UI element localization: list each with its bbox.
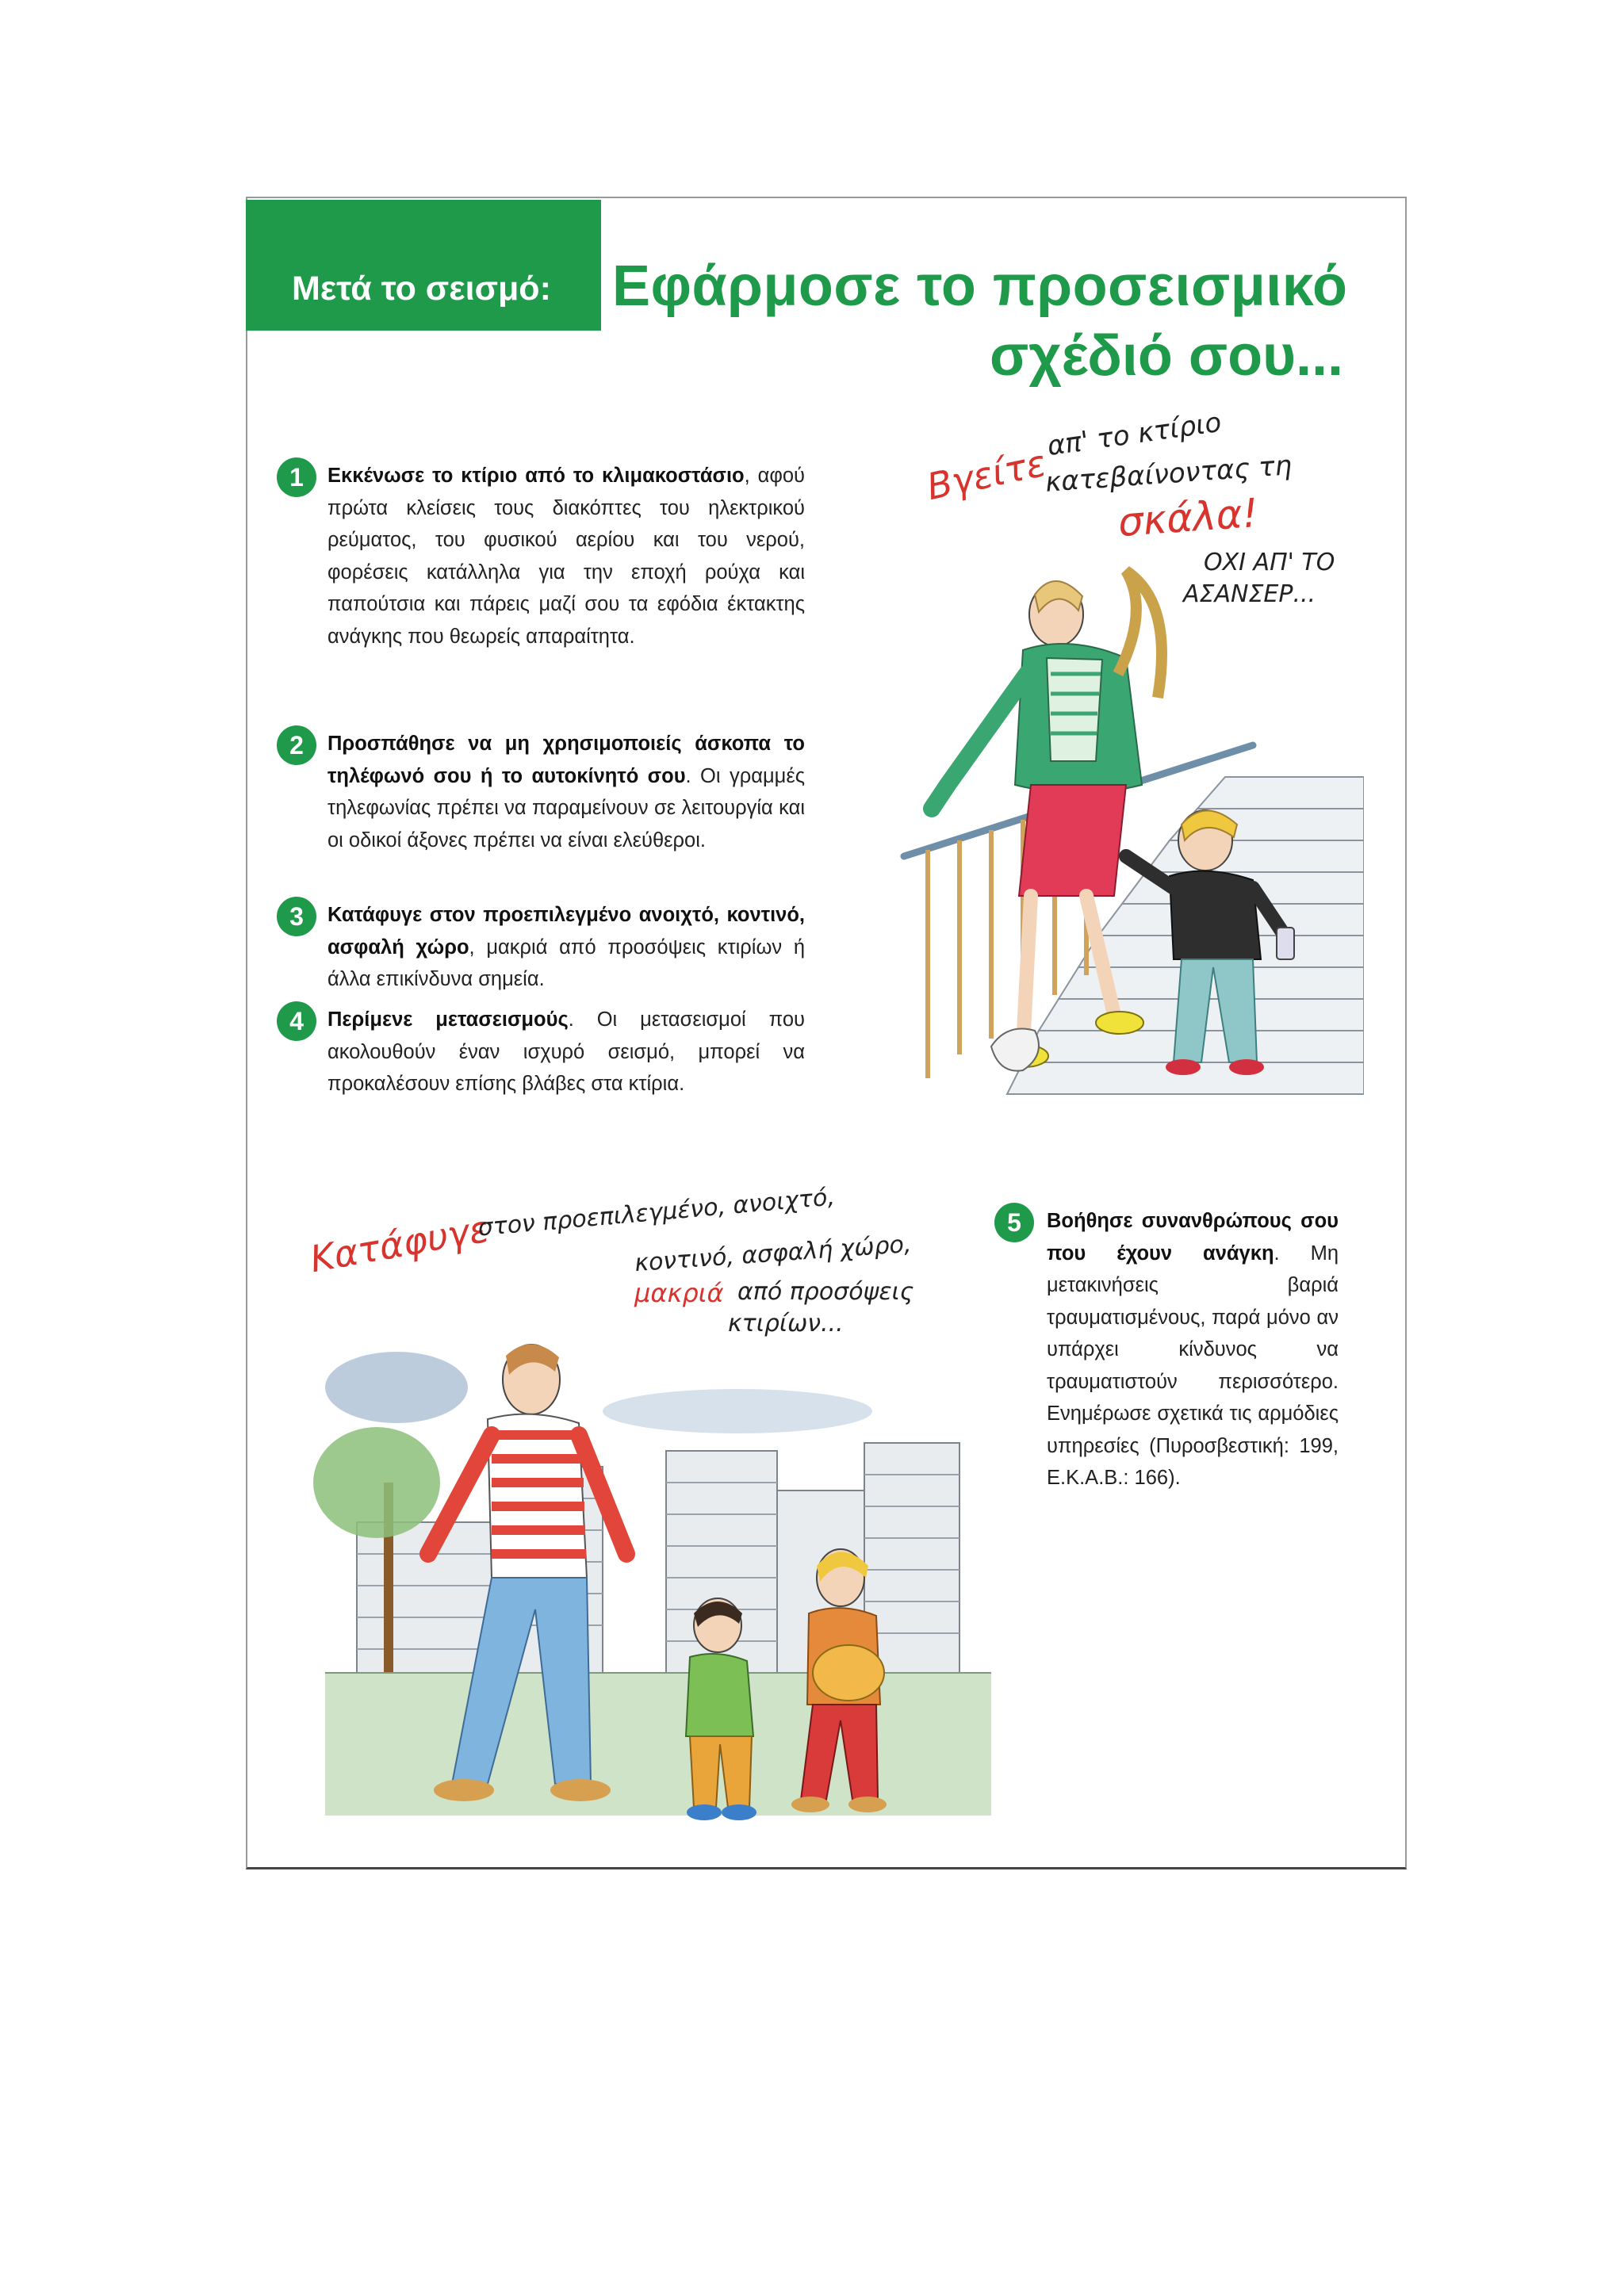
stairs-caption-black-4: ΑΣΑΝΣΕΡ... (1183, 580, 1316, 608)
step-3-heading: Κατάφυγε στον προεπιλεγμένο ανοιχτό, κοντινό, ασφαλή χώρο (327, 904, 805, 959)
step-5-description: . Μη μετακινήσεις βαριά τραυματισμένους, παρά μόνο αν υπάρχει κίνδυνος να τραυματιστούν περισσότερο. Ενημέρωσε σχετικά τις αρμόδιες υπηρεσίες (Πυροσβεστική: 199, Ε.Κ.Α.Β.: 166). (1047, 1242, 1339, 1489)
street-caption-red-1: Κατάφυγε (307, 1207, 492, 1281)
step-4-number-badge: 4 (277, 1001, 316, 1041)
step-5-text (1047, 1205, 1339, 1494)
step-1-heading: Εκκένωσε το κτίριο από το κλιμακοστάσιο (327, 465, 745, 487)
step-3-number-badge: 3 (277, 897, 316, 936)
street-illustration (293, 1181, 991, 1831)
stairs-caption-black-2: κατεβαίνοντας τη (1044, 450, 1293, 499)
step-5-number-badge: 5 (994, 1203, 1034, 1242)
step-3-text (327, 899, 805, 996)
stairs-caption-red-2: σκάλα! (1116, 489, 1260, 546)
street-drawing (293, 1181, 991, 1831)
stairs-drawing (888, 412, 1364, 1110)
stairs-illustration (888, 406, 1364, 1110)
stairs-caption-black-3: ΟΧΙ ΑΠ' ΤΟ (1204, 549, 1335, 576)
step-3-description: , μακριά από προσόψεις κτιρίων ή άλλα επικίνδυνα σημεία. (327, 936, 805, 990)
stairs-caption-black-1: απ' το κτίριο (1045, 406, 1224, 463)
page-title-line-2: σχέδιό σου... (990, 324, 1343, 388)
step-2-number-badge: 2 (277, 725, 316, 765)
step-4-text (327, 1004, 805, 1100)
street-caption-black-2: κοντινό, ασφαλή χώρο, (634, 1230, 913, 1278)
stairs-caption-red-1: Βγείτε (923, 441, 1050, 509)
header-badge-text: Μετά το σεισμό: (292, 270, 551, 308)
step-5-heading: Βοήθησε συνανθρώπους σου που έχουν ανάγκη (1047, 1210, 1339, 1265)
header-badge (246, 200, 601, 331)
street-caption-black-4: κτιρίων... (728, 1310, 844, 1337)
step-2-text (327, 728, 805, 856)
step-1-description: , αφού πρώτα κλείσεις τους διακόπτες του ηλεκτρικού ρεύματος, του φυσικού αερίου και του νερού, φορέσεις κατάλληλα για την εποχή ρούχα και παπούτσια και πάρεις μαζί σου τα εφόδια έκτακτης ανάγκης που θεωρείς απαραίτητα. (327, 465, 805, 648)
step-1-number-badge: 1 (277, 457, 316, 497)
page-title-line-1: Εφάρμοσε το προσεισμικό (612, 254, 1348, 318)
step-2-heading: Προσπάθησε να μη χρησιμοποιείς άσκοπα το τηλέφωνό σου ή το αυτοκίνητό σου (327, 733, 805, 787)
step-4-heading: Περίμενε μετασεισμούς (327, 1008, 569, 1031)
step-1-text (327, 460, 805, 652)
step-2-description: . Οι γραμμές τηλεφωνίας πρέπει να παραμείνουν σε λειτουργία και οι οδικοί άξονες πρέπει να είναι ελεύθεροι. (327, 764, 805, 851)
step-4-description: . Οι μετασεισμοί που ακολουθούν έναν ισχυρό σεισμό, μπορεί να προκαλέσουν επίσης βλάβες στα κτίρια. (327, 1008, 805, 1095)
street-caption-black-1: στον προεπιλεγμένο, ανοιχτό, (477, 1183, 837, 1242)
street-caption-black-3: από προσόψεις (737, 1278, 914, 1306)
street-caption-red-2: μακριά (634, 1278, 724, 1308)
